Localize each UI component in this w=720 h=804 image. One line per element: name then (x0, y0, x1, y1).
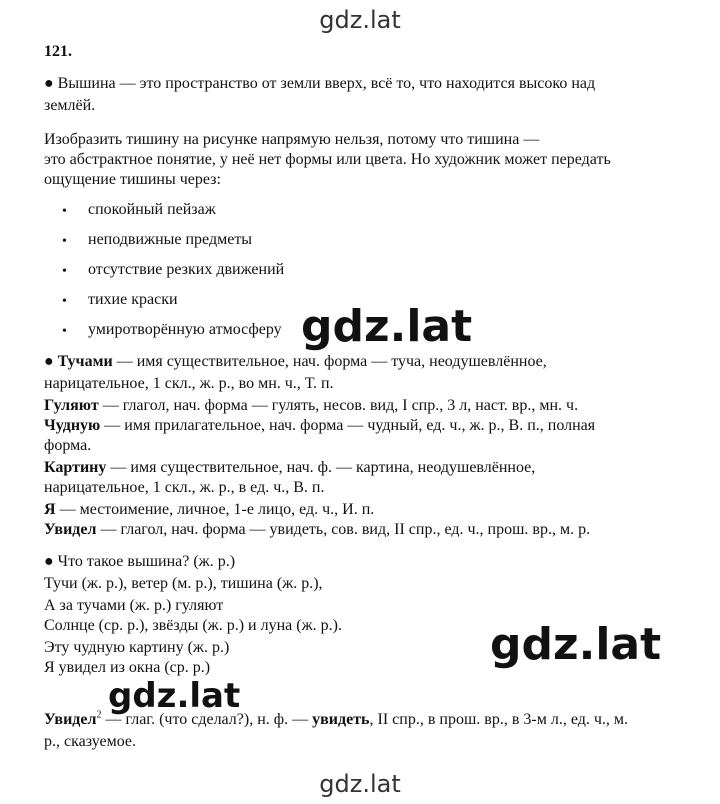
list-item: спокойный пейзаж (88, 201, 216, 218)
list-item: неподвижные предметы (88, 231, 253, 248)
poem-line2: Тучи (ж. р.), ветер (м. р.), тишина (ж. р.), (44, 575, 323, 592)
text: Что такое вышина? (ж. р.) (57, 553, 236, 570)
analysis-word: Тучами (57, 353, 113, 370)
list-bullet: • (62, 204, 67, 219)
watermark-lower-left: gdz.lat (108, 676, 241, 716)
paragraph-tishina-line3: ощущение тишины через: (44, 171, 221, 188)
bullet: ● (44, 75, 54, 92)
final-text1: — глаг. (что сделал?), н. ф. — (101, 711, 313, 728)
paragraph-tishina-line1: Изобразить тишину на рисунке напрямую нельзя, потому что тишина — (44, 131, 540, 148)
poem-line4: Солнце (ср. р.), звёзды (ж. р.) и луна (ж. р.). (44, 617, 342, 634)
bullet: ● (44, 353, 54, 370)
analysis-word: Увидел (44, 521, 97, 538)
list-item: отсутствие резких движений (88, 261, 285, 278)
analysis-word: Я (44, 501, 56, 518)
paragraph-vyshina-line1 (44, 74, 595, 94)
analysis-text: — имя существительное, нач. ф. — картина, неодушевлённое, (106, 459, 536, 476)
poem-line1 (44, 552, 235, 572)
analysis-word: Гуляют (44, 397, 99, 414)
list-bullet: • (62, 324, 67, 339)
analysis-text: — местоимение, личное, 1-е лицо, ед. ч., И. п. (55, 501, 375, 518)
analysis-uvidel (44, 520, 590, 540)
final-analysis-cont: р., сказуемое. (44, 733, 137, 750)
analysis-tuchami-cont: нарицательное, 1 скл., ж. р., во мн. ч., Т. п. (44, 375, 334, 392)
poem-line6: Я увидел из окна (ср. р.) (44, 659, 211, 676)
list-bullet: • (62, 234, 67, 249)
final-text2: , II спр., в прош. вр., в 3-м л., ед. ч., м. (369, 711, 629, 728)
list-item: тихие краски (88, 291, 178, 308)
watermark-bottom: gdz.lat (319, 770, 401, 798)
analysis-tuchami (44, 352, 547, 372)
analysis-text: — глагол, нач. форма — увидеть, сов. вид, II спр., ед. ч., прош. вр., м. р. (96, 521, 591, 538)
final-analysis (44, 710, 628, 730)
watermark-right: gdz.lat (490, 619, 662, 670)
analysis-gulyayut (44, 396, 578, 416)
analysis-word: Чудную (44, 417, 101, 434)
watermark-middle: gdz.lat (297, 302, 476, 352)
paragraph-tishina-line2: это абстрактное понятие, у неё нет формы или цвета. Но художник может передать (44, 151, 611, 168)
analysis-text: — имя существительное, нач. форма — туча, неодушевлённое, (112, 353, 547, 370)
list-item: умиротворённую атмосферу (88, 321, 282, 338)
text: Вышина — это пространство от земли вверх, всё то, что находится высоко над (57, 75, 596, 92)
paragraph-vyshina-line2: землёй. (44, 97, 96, 114)
analysis-text: — имя прилагательное, нач. форма — чудный, ед. ч., ж. р., В. п., полная (100, 417, 596, 434)
analysis-chudnuyu (44, 416, 595, 436)
final-sup: 2 (96, 709, 102, 721)
list-bullet: • (62, 264, 67, 279)
analysis-kartinu (44, 458, 535, 478)
analysis-kartinu-cont: нарицательное, 1 скл., ж. р., в ед. ч., В. п. (44, 479, 325, 496)
list-bullet: • (62, 294, 67, 309)
final-word: Увидел (44, 711, 97, 728)
task-number: 121. (44, 43, 72, 60)
analysis-text: — глагол, нач. форма — гулять, несов. вид, I спр., 3 л, наст. вр., мн. ч. (98, 397, 579, 414)
poem-line5: Эту чудную картину (ж. р.) (44, 639, 230, 656)
bullet: ● (44, 553, 54, 570)
final-bold: увидеть (312, 711, 370, 728)
poem-line3: А за тучами (ж. р.) гуляют (44, 597, 224, 614)
watermark-top: gdz.lat (319, 6, 401, 34)
analysis-ya (44, 500, 374, 520)
analysis-chudnuyu-cont: форма. (44, 437, 92, 454)
analysis-word: Картину (44, 459, 107, 476)
